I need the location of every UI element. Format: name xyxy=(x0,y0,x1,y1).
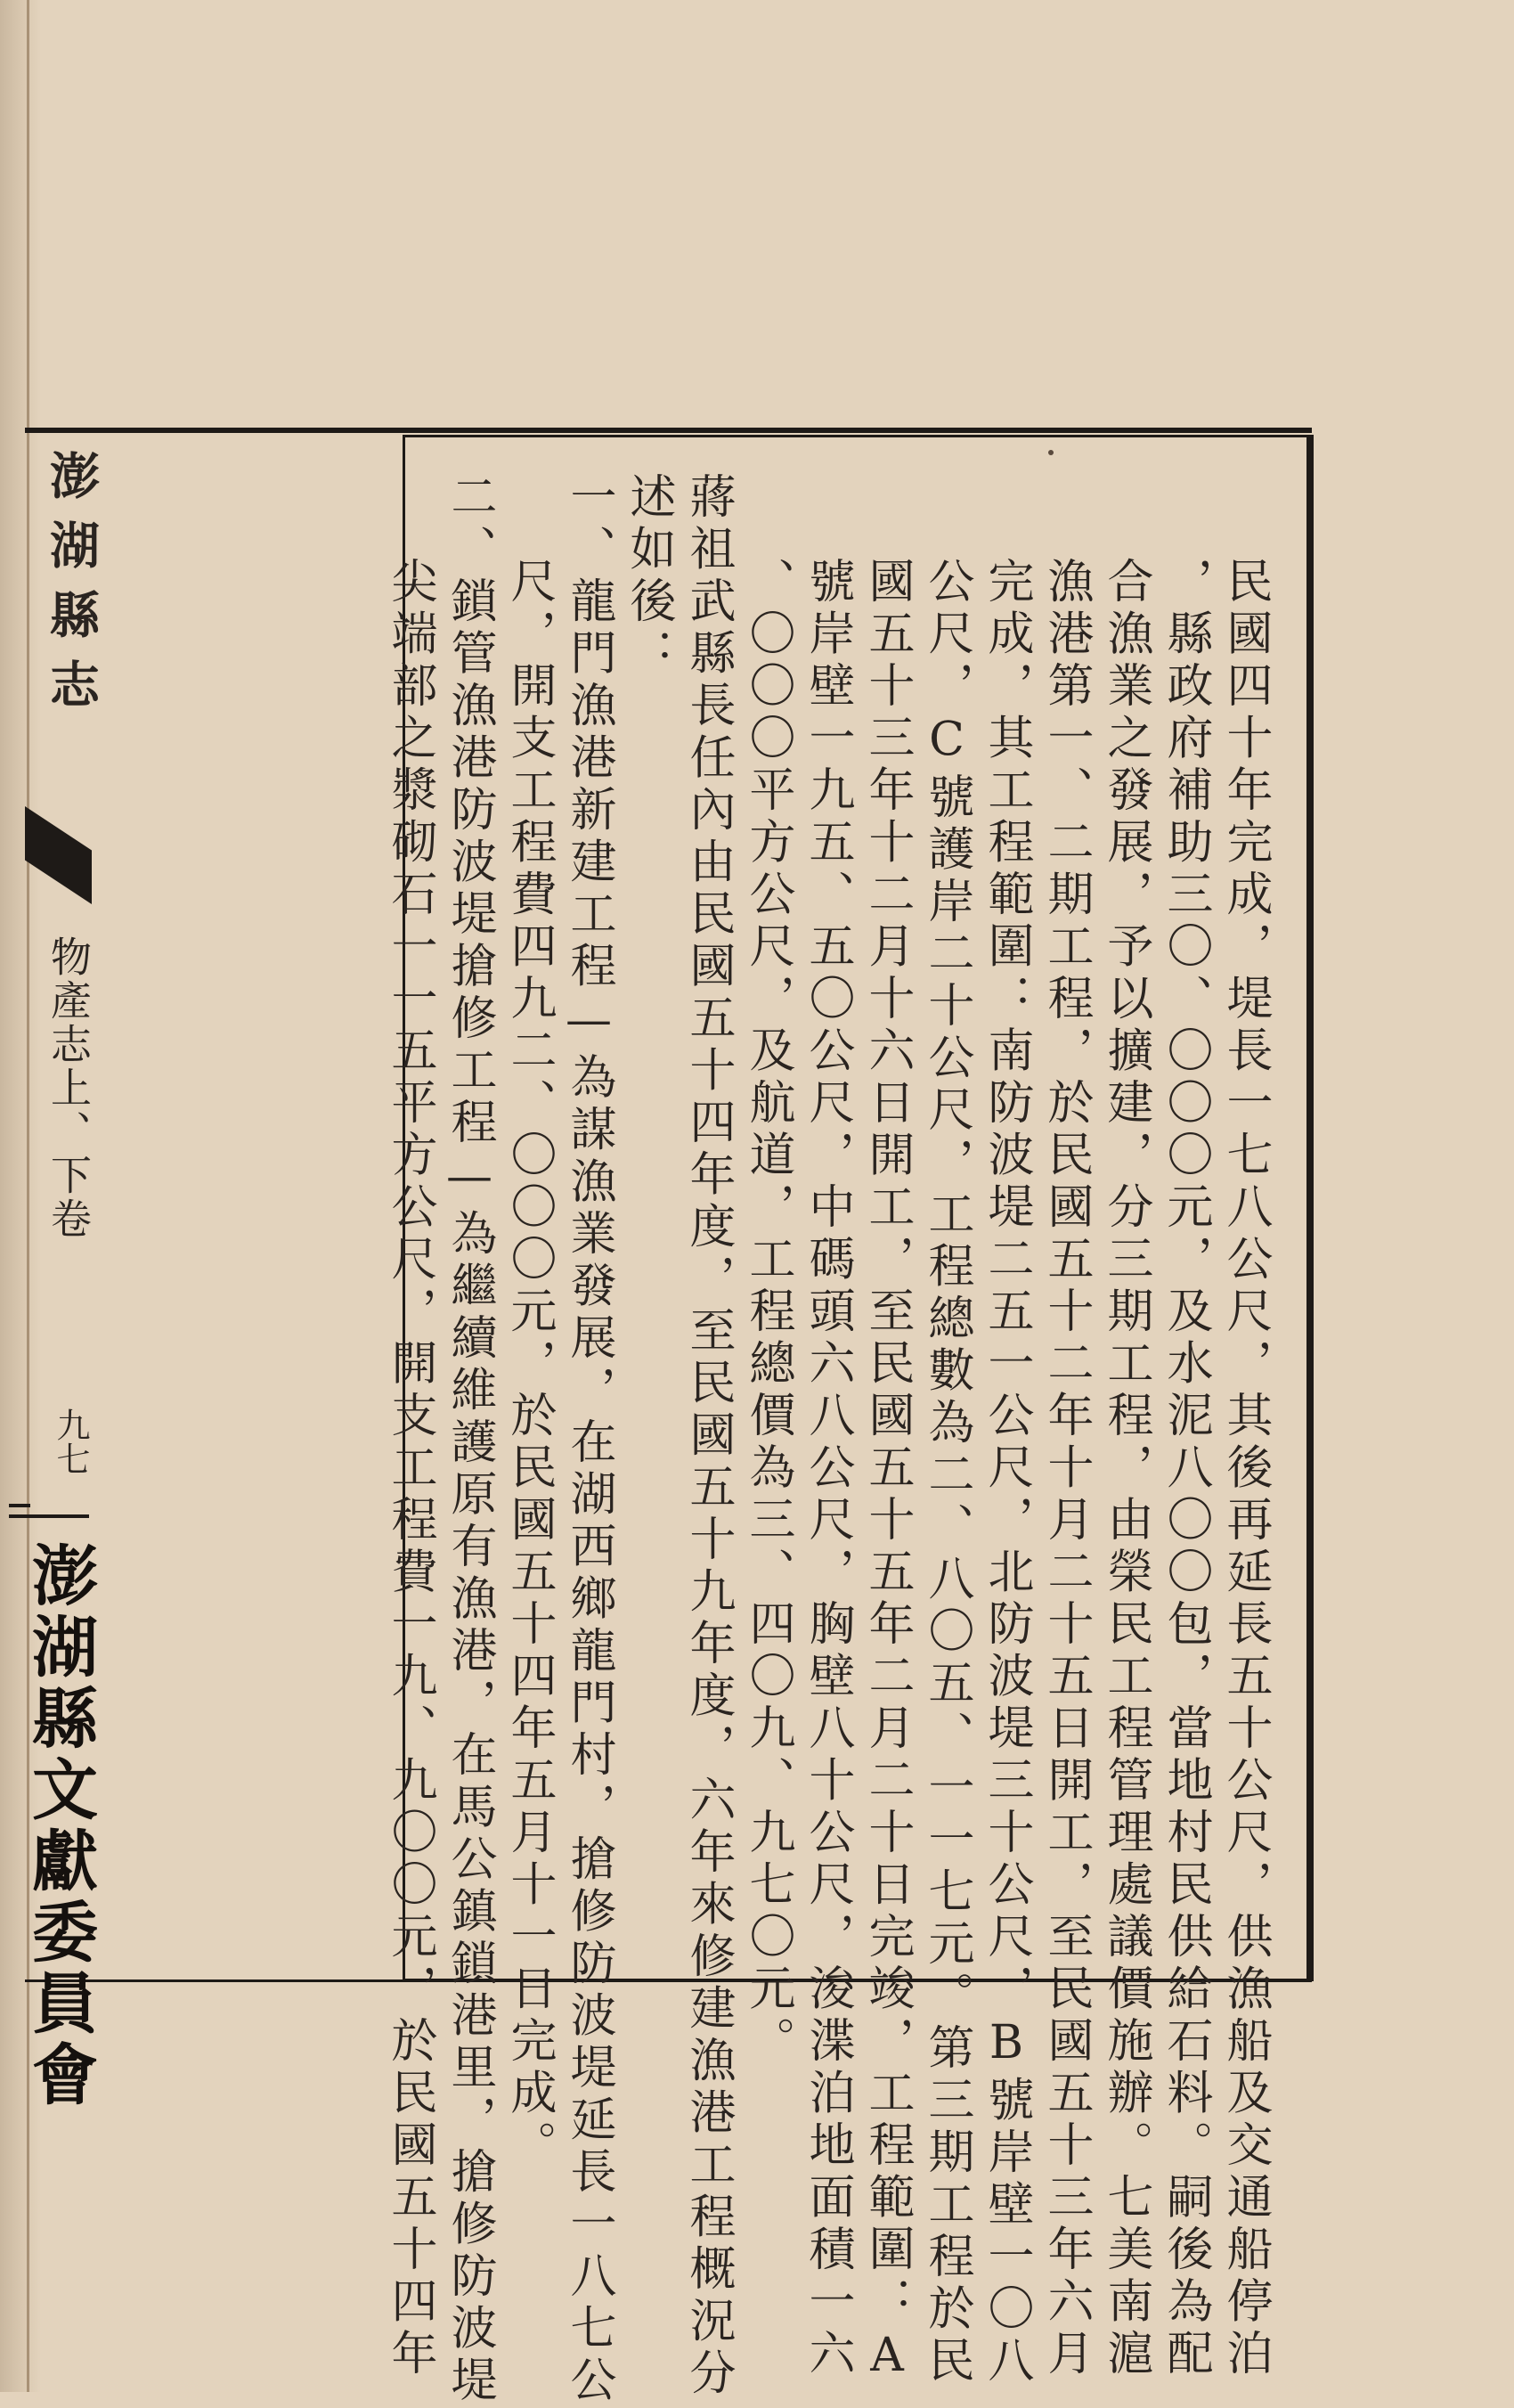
text-column: ，縣政府補助三〇、〇〇〇元，及水泥八〇〇包，當地村民供給石料。嗣後為配 xyxy=(1159,557,1212,2381)
text-column: 合漁業之發展，予以擴建，分三期工程，由榮民工程管理處議價施辦。七美南滬 xyxy=(1099,557,1152,2381)
text-column: 國五十三年十二月十六日開工，至民國五十五年二月二十日完竣，工程範圍：A xyxy=(860,557,914,2388)
text-column: 號岸壁一九五、五〇公尺，中碼頭六八公尺，胸壁八十公尺，浚渫泊地面積一六 xyxy=(801,557,854,2381)
publisher-name: 澎湖縣文獻委員會 xyxy=(21,1541,98,2111)
text-column: 述如後： xyxy=(622,472,675,681)
text-column: 漁港第一、二期工程，於民國五十二年十月二十五日開工，至民國五十三年六月 xyxy=(1039,557,1093,2381)
text-column: 、〇〇〇平方公尺，及航道，工程總價為三、四〇九、九七〇元。 xyxy=(741,557,794,2069)
text-column: 尺，開支工程費四九二、〇〇〇元，於民國五十四年五月十一日完成。 xyxy=(502,557,556,2173)
section-title: 物產志上、下卷 xyxy=(45,935,93,1241)
text-column: 尖端部之漿砌石一一五平方公尺，開支工程費一九、九〇〇元，於民國五十四年 xyxy=(383,557,436,2381)
page-number: 九七 xyxy=(51,1408,90,1475)
text-column: 蔣祖武縣長任內由民國五十四年度，至民國五十九年度，六年來修建漁港工程概況分 xyxy=(681,472,735,2401)
text-column: 二、鎖管漁港防波堤搶修工程—為繼續維護原有漁港，在馬公鎮鎖港里，搶修防波堤 xyxy=(443,472,496,2408)
ink-speck xyxy=(1048,450,1054,455)
text-column: 民國四十年完成，堤長一七八公尺，其後再延長五十公尺，供漁船及交通船停泊 xyxy=(1218,557,1272,2381)
text-column: 公尺，C號護岸二十公尺，工程總數為二、八〇五、一一七元。第三期工程於民 xyxy=(920,557,973,2388)
rule-mark-short xyxy=(9,1504,30,1507)
text-column: 一、龍門漁港新建工程—為謀漁業發展，在湖西鄉龍門村，搶修防波堤延長一八七公 xyxy=(562,472,615,2408)
book-title: 澎湖縣志 xyxy=(42,450,101,728)
rule-mark xyxy=(9,1514,89,1518)
text-column: 完成，其工程範圍：南防波堤二五一公尺，北防波堤三十公尺，B號岸壁一〇八 xyxy=(980,557,1033,2388)
